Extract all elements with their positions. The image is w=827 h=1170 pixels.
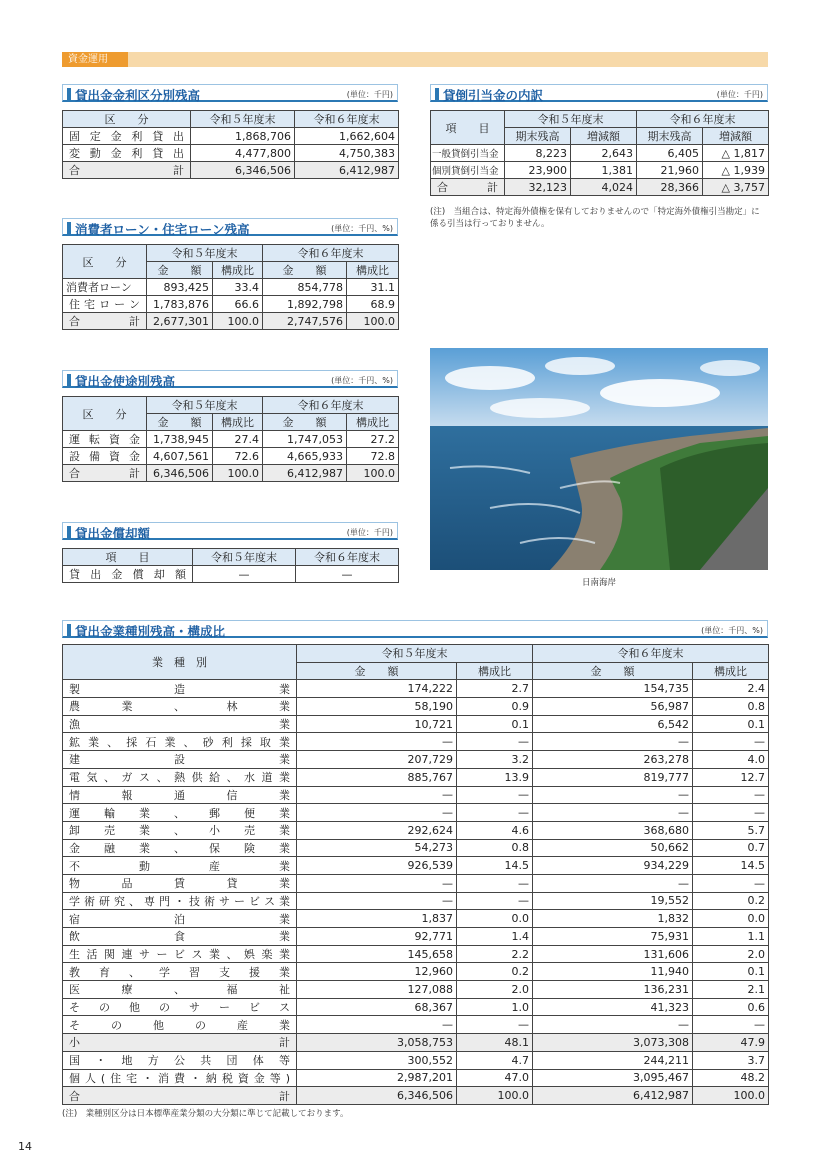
purpose-unit: (単位：千円、%) [331,376,393,385]
page-number: 14 [18,1140,32,1153]
cell-value: 0.9 [457,698,533,716]
cell-value: 100.0 [457,1087,533,1105]
table-row [431,162,769,179]
cell-value: 66.6 [213,296,263,313]
column-header: 令和５年度末 [147,397,263,414]
cell-value: 28,366 [637,179,703,196]
table-row [63,296,399,313]
total-row [63,1034,769,1052]
reserve-table [430,110,769,196]
column-header: 金 額 [263,262,347,279]
column-header: 金 額 [297,662,457,680]
cell-value: 0.2 [693,892,769,910]
row-label: 合 計 [63,465,147,482]
purpose-title: 貸出金使途別残高 [75,374,176,389]
table-row [63,1016,769,1034]
cell-value: 68.9 [347,296,399,313]
cell-value: 14.5 [457,857,533,875]
table-row [63,733,769,751]
cell-value: 1,783,876 [147,296,213,313]
cell-value: — [296,566,399,583]
total-row [63,1087,769,1105]
cell-value: 1,747,053 [263,431,347,448]
cell-value: — [297,804,457,822]
cell-value: 75,931 [533,928,693,946]
cell-value: 19,552 [533,892,693,910]
cell-value: 92,771 [297,928,457,946]
row-label: 消費者ローン [63,279,147,296]
cell-value: 72.8 [347,448,399,465]
cell-value: 2.1 [693,981,769,999]
industry-title: 貸出金業種別残高・構成比 [75,624,226,639]
column-header: 区 分 [63,245,147,279]
table-row [63,821,769,839]
table-row [63,448,399,465]
column-header: 金 額 [147,414,213,431]
cell-value: 1.1 [693,928,769,946]
cell-value: 3,073,308 [533,1034,693,1052]
cell-value: 819,777 [533,768,693,786]
column-header: 令和５年度末 [505,111,637,128]
cell-value: 14.5 [693,857,769,875]
cell-value: — [693,874,769,892]
total-row [431,179,769,196]
rate-section-header [62,84,398,102]
cell-value: 2.4 [693,680,769,698]
row-label: 合 計 [63,313,147,330]
row-label: 教育、学習支援業 [63,963,297,981]
row-label: 設備資金 [63,448,147,465]
table-row [63,874,769,892]
cell-value: 0.1 [693,715,769,733]
cell-value: — [297,786,457,804]
row-label: 合 計 [63,162,191,179]
cell-value: 23,900 [505,162,571,179]
cell-value: — [297,1016,457,1034]
column-header: 令和５年度末 [193,549,296,566]
row-label: 個別貸倒引当金 [431,162,505,179]
cell-value: 100.0 [213,465,263,482]
table-row [431,145,769,162]
cell-value: — [533,786,693,804]
cell-value: 48.1 [457,1034,533,1052]
cell-value: 885,767 [297,768,457,786]
rate-unit: (単位：千円) [346,90,393,99]
table-row [63,680,769,698]
cell-value: 31.1 [347,279,399,296]
table-row [63,279,399,296]
row-label: 鉱業、採石業、砂利採取業 [63,733,297,751]
cell-value: 6,412,987 [295,162,399,179]
cell-value: 12,960 [297,963,457,981]
cell-value: — [457,874,533,892]
table-row [63,715,769,733]
cell-value: 27.4 [213,431,263,448]
cell-value: 6,346,506 [147,465,213,482]
table-row [63,804,769,822]
column-header: 項 目 [431,111,505,145]
cell-value: 1,738,945 [147,431,213,448]
cell-value: 207,729 [297,751,457,769]
writeoff-title: 貸出金償却額 [75,526,151,541]
cell-value: 244,211 [533,1051,693,1069]
cell-value: 3,095,467 [533,1069,693,1087]
cell-value: 4.7 [457,1051,533,1069]
row-label: その他の産業 [63,1016,297,1034]
cell-value: — [533,874,693,892]
cell-value: 6,346,506 [297,1087,457,1105]
row-label: 変動金利貸出 [63,145,191,162]
table-row [63,839,769,857]
writeoff-table [62,548,399,583]
cell-value: 1,868,706 [191,128,295,145]
cell-value: 0.7 [693,839,769,857]
column-header: 業 種 別 [63,645,297,680]
cell-value: 131,606 [533,945,693,963]
table-row [63,786,769,804]
column-header: 区 分 [63,111,191,128]
cell-value: 6,542 [533,715,693,733]
cell-value: 2.7 [457,680,533,698]
coast-image [430,348,768,570]
table-row [63,128,399,145]
cell-value: 893,425 [147,279,213,296]
cell-value: 58,190 [297,698,457,716]
table-row [63,963,769,981]
purpose-table [62,396,399,482]
table-row [63,857,769,875]
row-label: 金融業、保険業 [63,839,297,857]
table-row [63,1051,769,1069]
cell-value: 56,987 [533,698,693,716]
cell-value: 13.9 [457,768,533,786]
cell-value: — [693,804,769,822]
column-header: 金 額 [147,262,213,279]
cell-value: — [297,874,457,892]
cell-value: — [457,892,533,910]
cell-value: 1,892,798 [263,296,347,313]
consumer-title: 消費者ローン・住宅ローン残高 [75,222,250,237]
cell-value: 6,412,987 [263,465,347,482]
reserve-unit: (単位：千円) [716,90,763,99]
row-label: 電気、ガス、熱供給、水道業 [63,768,297,786]
reserve-title: 貸倒引当金の内訳 [443,88,544,103]
cell-value: — [693,1016,769,1034]
cell-value: 68,367 [297,998,457,1016]
column-header: 構成比 [213,414,263,431]
column-header: 金 額 [533,662,693,680]
row-label: 貸出金償却額 [63,566,193,583]
cell-value: 1,662,604 [295,128,399,145]
row-label: 運輸業、郵便業 [63,804,297,822]
cell-value: 2,987,201 [297,1069,457,1087]
row-label: 固定金利貸出 [63,128,191,145]
cell-value: 21,960 [637,162,703,179]
cell-value: — [533,733,693,751]
total-row [63,465,399,482]
cell-value: 100.0 [213,313,263,330]
row-label: 合 計 [63,1087,297,1105]
cell-value: 100.0 [693,1087,769,1105]
column-header: 金 額 [263,414,347,431]
writeoff-section-header [62,522,398,540]
row-label: 医療、福祉 [63,981,297,999]
row-label: 合 計 [431,179,505,196]
row-label: 小 計 [63,1034,297,1052]
table-row [63,998,769,1016]
column-header: 令和６年度末 [295,111,399,128]
cell-value: 0.1 [693,963,769,981]
table-row [63,1069,769,1087]
row-label: 個人(住宅・消費・納税資金等) [63,1069,297,1087]
row-label: 不動産業 [63,857,297,875]
consumer-section-header [62,218,398,236]
row-label: 生活関連サービス業、娯楽業 [63,945,297,963]
cell-value: — [533,804,693,822]
cell-value: — [533,1016,693,1034]
cell-value: 1,832 [533,910,693,928]
cell-value: 0.2 [457,963,533,981]
row-label: その他のサービス [63,998,297,1016]
table-header-row [63,111,399,128]
row-label: 物品賃貸業 [63,874,297,892]
cell-value: △ 3,757 [703,179,769,196]
column-header: 令和６年度末 [637,111,769,128]
table-row [63,698,769,716]
table-row [63,145,399,162]
cell-value: 300,552 [297,1051,457,1069]
column-header: 令和５年度末 [297,645,533,663]
cell-value: — [193,566,296,583]
rate-table [62,110,399,179]
cell-value: 48.2 [693,1069,769,1087]
cell-value: 0.0 [693,910,769,928]
row-label: 住宅ローン [63,296,147,313]
cell-value: 47.0 [457,1069,533,1087]
cell-value: 1,381 [571,162,637,179]
cell-value: 0.8 [457,839,533,857]
cell-value: — [693,733,769,751]
cell-value: 0.6 [693,998,769,1016]
column-header: 令和５年度末 [147,245,263,262]
reserve-section-header [430,84,768,102]
cell-value: 136,231 [533,981,693,999]
writeoff-unit: (単位：千円) [346,528,393,537]
cell-value: 1.4 [457,928,533,946]
cell-value: 47.9 [693,1034,769,1052]
cell-value: △ 1,939 [703,162,769,179]
row-label: 飲食業 [63,928,297,946]
cell-value: 3.2 [457,751,533,769]
cell-value: 4,665,933 [263,448,347,465]
cell-value: 4,607,561 [147,448,213,465]
reserve-note: (注) 当組合は、特定海外債権を保有しておりませんので「特定海外債権引当勘定」に係る引当は行っておりません。 [430,207,760,229]
table-row [63,981,769,999]
cell-value: 4,024 [571,179,637,196]
cell-value: 154,735 [533,680,693,698]
cell-value: 3.7 [693,1051,769,1069]
cell-value: 3,058,753 [297,1034,457,1052]
column-header: 構成比 [347,262,399,279]
cell-value: — [457,733,533,751]
cell-value: 54,273 [297,839,457,857]
cell-value: 1,837 [297,910,457,928]
photo-caption: 日南海岸 [581,578,616,588]
row-label: 情報通信業 [63,786,297,804]
cell-value: — [457,804,533,822]
cell-value: 854,778 [263,279,347,296]
cell-value: 100.0 [347,465,399,482]
column-header: 構成比 [693,662,769,680]
row-label: 宿泊業 [63,910,297,928]
row-label: 国・地方公共団体等 [63,1051,297,1069]
cell-value: 41,323 [533,998,693,1016]
total-row [63,313,399,330]
column-header: 期末残高 [637,128,703,145]
cell-value: 0.0 [457,910,533,928]
cell-value: 8,223 [505,145,571,162]
cell-value: 0.1 [457,715,533,733]
cell-value: 145,658 [297,945,457,963]
consumer-unit: (単位：千円、%) [331,224,393,233]
cell-value: 1.0 [457,998,533,1016]
column-header: 期末残高 [505,128,571,145]
cell-value: — [457,1016,533,1034]
cell-value: 6,346,506 [191,162,295,179]
cell-value: 2,643 [571,145,637,162]
row-label: 農業、林業 [63,698,297,716]
column-header: 令和５年度末 [191,111,295,128]
cell-value: △ 1,817 [703,145,769,162]
cell-value: 934,229 [533,857,693,875]
industry-table [62,644,769,1105]
cell-value: — [693,786,769,804]
rate-title: 貸出金金利区分別残高 [75,88,201,103]
row-label: 一般貸倒引当金 [431,145,505,162]
row-label: 漁業 [63,715,297,733]
cell-value: 4,750,383 [295,145,399,162]
cell-value: 263,278 [533,751,693,769]
column-header: 増減額 [571,128,637,145]
cell-value: 100.0 [347,313,399,330]
row-label: 学術研究、専門・技術サービス業 [63,892,297,910]
table-row [63,751,769,769]
column-header: 増減額 [703,128,769,145]
column-header: 項 目 [63,549,193,566]
table-row [63,945,769,963]
cell-value: 292,624 [297,821,457,839]
cell-value: 5.7 [693,821,769,839]
table-row [63,910,769,928]
table-row [63,892,769,910]
cell-value: 50,662 [533,839,693,857]
total-row [63,162,399,179]
table-row [63,768,769,786]
cell-value: 4,477,800 [191,145,295,162]
cell-value: 2.2 [457,945,533,963]
column-header: 区 分 [63,397,147,431]
row-label: 製造業 [63,680,297,698]
table-row [63,566,399,583]
column-header: 令和６年度末 [296,549,399,566]
cell-value: 2,677,301 [147,313,213,330]
column-header: 構成比 [347,414,399,431]
cell-value: 4.0 [693,751,769,769]
industry-unit: (単位：千円、%) [701,626,763,635]
industry-section-header [62,620,768,638]
consumer-table [62,244,399,330]
cell-value: 2.0 [457,981,533,999]
cell-value: 127,088 [297,981,457,999]
cell-value: 6,412,987 [533,1087,693,1105]
cell-value: 10,721 [297,715,457,733]
cell-value: 6,405 [637,145,703,162]
cell-value: 32,123 [505,179,571,196]
cell-value: 27.2 [347,431,399,448]
cell-value: 2,747,576 [263,313,347,330]
cell-value: 33.4 [213,279,263,296]
cell-value: 11,940 [533,963,693,981]
column-header: 構成比 [457,662,533,680]
column-header: 令和６年度末 [263,397,399,414]
cell-value: — [457,786,533,804]
cell-value: 174,222 [297,680,457,698]
cell-value: — [297,892,457,910]
cell-value: 4.6 [457,821,533,839]
cell-value: 0.8 [693,698,769,716]
column-header: 令和６年度末 [263,245,399,262]
cell-value: 2.0 [693,945,769,963]
banner-label: 資金運用 [62,52,128,67]
industry-note: (注) 業種別区分は日本標準産業分類の大分類に準じて記載しております。 [62,1109,349,1119]
column-header: 令和６年度末 [533,645,769,663]
table-row [63,928,769,946]
purpose-section-header [62,370,398,388]
column-header: 構成比 [213,262,263,279]
row-label: 運転資金 [63,431,147,448]
cell-value: — [297,733,457,751]
row-label: 建設業 [63,751,297,769]
section-banner [62,52,768,67]
cell-value: 12.7 [693,768,769,786]
row-label: 卸売業、小売業 [63,821,297,839]
cell-value: 926,539 [297,857,457,875]
cell-value: 368,680 [533,821,693,839]
cell-value: 72.6 [213,448,263,465]
coast-photo [430,348,768,570]
table-row [63,431,399,448]
